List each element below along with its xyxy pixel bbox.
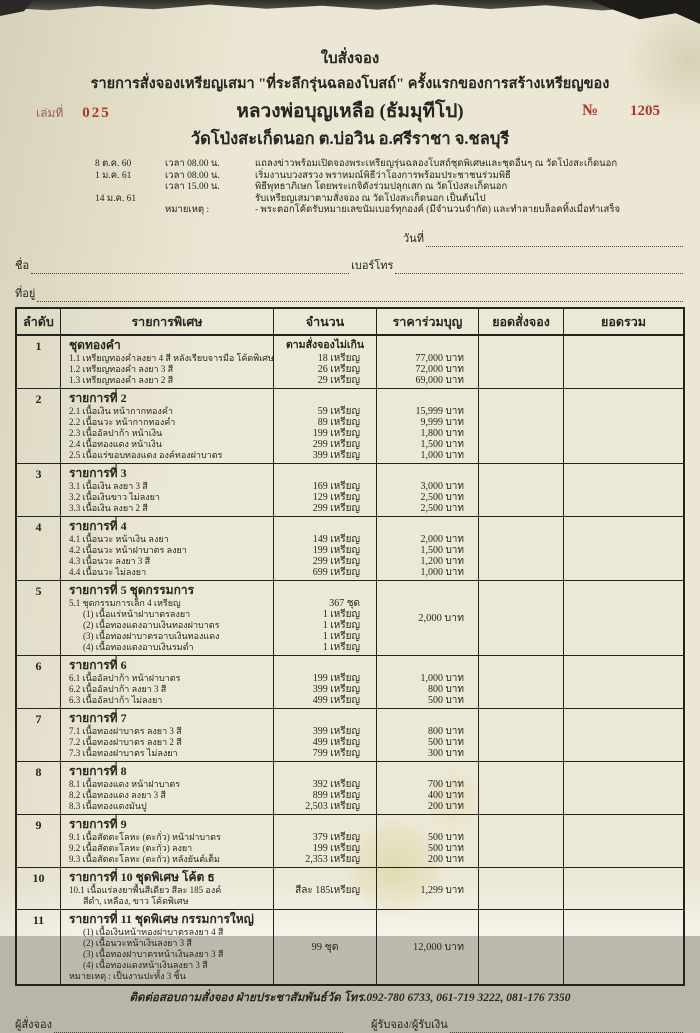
date-label: วันที่ xyxy=(403,232,424,245)
quantity-cell xyxy=(274,709,377,761)
schedule-description: แถลงข่าวพร้อมเปิดจองพระเหรียญรุ่นฉลองโบสถ์ชุดพิเศษและชุดอื่นๆ ณ วัดโป่งสะเก็ดนอก xyxy=(255,159,618,169)
table-row xyxy=(17,709,683,762)
quantity-value: 59 เหรียญ xyxy=(317,405,360,417)
quantity-value: 199 เหรียญ xyxy=(312,842,360,854)
schedule-time: เวลา 08.00 น. xyxy=(165,159,220,169)
price-value: 500 บาท xyxy=(427,736,464,748)
schedule-date: 14 ม.ค. 61 xyxy=(95,193,137,204)
quantity-value: 2,353 เหรียญ xyxy=(305,853,360,865)
quantity-value: 2,503 เหรียญ xyxy=(305,800,360,812)
quantity-cell xyxy=(274,336,377,388)
item-label: 2.2 เนื้อนวะ หน้ากากทองคำ xyxy=(69,416,176,427)
signature-row xyxy=(15,1015,685,1033)
schedule-date xyxy=(95,182,151,194)
item-label: 8.1 เนื้อทองแดง หน้าฝาบาตร xyxy=(69,778,181,789)
row-number: 2 xyxy=(17,389,61,463)
quantity-cell xyxy=(274,910,377,984)
item-label: 7.1 เนื้อทองฝาบาตร ลงยา 3 สี xyxy=(69,725,182,736)
table-row xyxy=(17,910,683,984)
item-label: (3) เนื้อทองฝาบาตรอาบเงินทองแดง xyxy=(83,630,220,641)
column-header-0: ลำดับ xyxy=(17,309,61,334)
item-label: 9.1 เนื้อสัตตะโลหะ (ตะกั่ว) หน้าฝาบาตร xyxy=(69,831,221,842)
quantity-value: 199 เหรียญ xyxy=(312,544,360,556)
order-amount-cell[interactable] xyxy=(479,709,564,761)
item-label: (3) เนื้อทองฝาบาตรหน้าเงินลงยา 3 สี xyxy=(83,948,224,959)
price-value: 800 บาท xyxy=(427,725,464,737)
quantity-value: 299 เหรียญ xyxy=(312,502,360,514)
receiver-label: ผู้รับจอง/ผู้รับเงิน xyxy=(371,1018,448,1031)
row-items-cell xyxy=(61,762,274,814)
price-cell xyxy=(377,910,479,984)
item-label: 4.3 เนื้อนวะ ลงยา 3 สี xyxy=(69,555,151,566)
order-table xyxy=(15,307,685,986)
schedule-date: 8 ต.ค. 60 xyxy=(95,159,132,169)
quantity-cell xyxy=(274,656,377,708)
price-value: 1,299 บาท xyxy=(420,884,464,896)
spacer xyxy=(274,519,376,534)
item-label: 8.3 เนื้อทองแดงมันปู xyxy=(69,800,147,811)
item-label: 3.3 เนื้อเงิน ลงยา 2 สี xyxy=(69,502,148,513)
item-label: (2) เนื้อทองแดงอาบเงินทองฝาบาตร xyxy=(83,619,220,630)
quantity-value: 199 เหรียญ xyxy=(312,672,360,684)
row-items-cell xyxy=(61,910,274,984)
schedule-row xyxy=(95,205,685,217)
price-value: 1,500 บาท xyxy=(420,438,464,450)
table-row xyxy=(17,581,683,656)
quantity-value: 1 เหรียญ xyxy=(322,630,360,642)
item-label: 4.4 เนื้อนวะ ไม่ลงยา xyxy=(69,566,147,577)
spacer xyxy=(274,658,376,673)
order-amount-cell[interactable] xyxy=(479,517,564,580)
total-amount-cell[interactable] xyxy=(564,815,683,867)
spacer xyxy=(274,583,376,598)
item-label: 4.2 เนื้อนวะ หน้าฝาบาตร ลงยา xyxy=(69,544,187,555)
quantity-value: 129 เหรียญ xyxy=(312,491,360,503)
row-title: รายการที่ 11 ชุดพิเศษ กรรมการใหญ่ xyxy=(69,911,254,926)
row-title: รายการที่ 4 xyxy=(69,518,127,533)
name-line xyxy=(15,256,685,274)
row-items-cell xyxy=(61,336,274,388)
quantity-cell xyxy=(274,464,377,516)
quantity-value: 199 เหรียญ xyxy=(312,427,360,439)
price-cell xyxy=(377,517,479,580)
spacer xyxy=(377,658,478,673)
row-number: 11 xyxy=(17,910,61,984)
spacer xyxy=(377,391,478,406)
price-value: 800 บาท xyxy=(427,683,464,695)
table-row xyxy=(17,762,683,815)
quantity-value: 1 เหรียญ xyxy=(322,641,360,653)
price-value: 500 บาท xyxy=(427,694,464,706)
price-value: 12,000 บาท xyxy=(413,942,464,953)
schedule-description: เริ่มงานบวงสรวง พราหมณ์พิธีว่าโองการพร้อมประชาชนร่วมพิธี xyxy=(255,170,511,181)
row-items-cell xyxy=(61,517,274,580)
temple-name: วัดโป่งสะเก็ดนอก ต.บ่อวิน อ.ศรีราชา จ.ชลบุรี xyxy=(190,129,510,148)
table-row xyxy=(17,464,683,517)
quantity-value: 399 เหรียญ xyxy=(312,683,360,695)
spacer xyxy=(274,391,376,406)
page-title: ใบสั่งจอง xyxy=(320,51,380,67)
schedule-row xyxy=(95,159,685,171)
spacer xyxy=(274,896,376,907)
price-cell xyxy=(377,464,479,516)
order-amount-cell[interactable] xyxy=(479,868,564,909)
total-amount-cell[interactable] xyxy=(564,464,683,516)
price-cell xyxy=(377,336,479,388)
price-value: 200 บาท xyxy=(427,853,464,865)
row-items-cell xyxy=(61,815,274,867)
price-value: 500 บาท xyxy=(427,842,464,854)
row-title: รายการที่ 7 xyxy=(69,710,127,725)
quantity-cell xyxy=(274,517,377,580)
quantity-value: 499 เหรียญ xyxy=(312,694,360,706)
schedule-description: รับเหรียญเสมาตามสั่งจอง ณ วัดโป่งสะเก็ดนอก เป็นต้นไป xyxy=(255,193,486,204)
address-input-line[interactable] xyxy=(37,290,683,302)
item-label: 6.2 เนื้ออัลปาก้า ลงยา 3 สี xyxy=(69,683,167,694)
item-label: (1) เนื้อแร่หน้าฝาบาตรลงยา xyxy=(83,608,191,619)
row-items-cell xyxy=(61,656,274,708)
date-input-line[interactable] xyxy=(426,235,683,247)
item-label: (4) เนื้อทองแดงอาบเงินรมดำ xyxy=(83,641,194,652)
quantity-value: 299 เหรียญ xyxy=(312,438,360,450)
row-number: 10 xyxy=(17,868,61,909)
order-amount-cell[interactable] xyxy=(479,581,564,655)
price-cell xyxy=(377,581,479,655)
orderer-label: ผู้สั่งจอง xyxy=(15,1018,52,1031)
schedule-description: พิธีพุทธาภิเษก โดยพระเกจิดังร่วมปลุกเสก ณ วัดโป่งสะเก็ดนอก xyxy=(255,182,508,192)
spacer xyxy=(377,338,478,353)
item-label: 2.5 เนื้อแร่ขอบทองแดง องค์ทองฝาบาตร xyxy=(69,449,223,460)
quantity-cell xyxy=(274,389,377,463)
item-label: 8.2 เนื้อทองแดง ลงยา 3 สี xyxy=(69,789,166,800)
volume-label: เล่มที่ xyxy=(36,106,64,120)
item-label: 9.2 เนื้อสัตตะโลหะ (ตะกั่ว) ลงยา xyxy=(69,842,193,853)
item-label: 3.1 เนื้อเงิน ลงยา 3 สี xyxy=(69,480,148,491)
row-note: หมายเหตุ : เป็นงานปะทั้ง 3 ชิ้น xyxy=(69,970,186,981)
table-row xyxy=(17,656,683,709)
spacer xyxy=(274,817,376,832)
quantity-value: 169 เหรียญ xyxy=(312,480,360,492)
price-cell xyxy=(377,709,479,761)
volume-number xyxy=(36,104,111,123)
item-label: 3.2 เนื้อเงินขาว ไม่ลงยา xyxy=(69,491,160,502)
item-label: 2.4 เนื้อทองแดง หน้าเงิน xyxy=(69,438,162,449)
price-value: 1,800 บาท xyxy=(420,427,464,439)
price-value: 3,000 บาท xyxy=(420,480,464,492)
item-label: 9.3 เนื้อสัตตะโลหะ (ตะกั่ว) หลังยันต์เต็ม xyxy=(69,853,220,864)
order-amount-cell[interactable] xyxy=(479,389,564,463)
item-label: 4.1 เนื้อนวะ หน้าเงิน ลงยา xyxy=(69,533,169,544)
table-header-row xyxy=(17,309,683,336)
quantity-cell xyxy=(274,815,377,867)
schedule-row xyxy=(95,194,685,206)
spacer xyxy=(377,817,478,832)
row-title: รายการที่ 3 xyxy=(69,465,127,480)
quantity-value: 99 ชุด xyxy=(311,942,339,953)
price-value: 1,200 บาท xyxy=(420,555,464,567)
item-label: (2) เนื้อนวะหน้าเงินลงยา 3 สี xyxy=(83,937,192,948)
item-label: 1.2 เหรียญทองคำ ลงยา 3 สี xyxy=(69,363,174,374)
schedule-time: เวลา 08.00 น. xyxy=(165,170,220,181)
order-amount-cell[interactable] xyxy=(479,336,564,388)
receiver-signature-line[interactable] xyxy=(450,1021,683,1033)
quantity-value: 18 เหรียญ xyxy=(317,352,360,364)
phone-label: เบอร์โทร xyxy=(351,259,394,272)
item-label: (4) เนื้อทองแดงหน้าเงินลงยา 3 สี xyxy=(83,959,208,970)
item-label: 10.1 เนื้อแร่ลงยาพื้นสีเดียว สีละ 185 องค์ xyxy=(69,884,222,895)
table-row xyxy=(17,815,683,868)
order-amount-cell[interactable] xyxy=(479,656,564,708)
quantity-value: 399 เหรียญ xyxy=(312,449,360,461)
row-items-cell xyxy=(61,464,274,516)
row-items-cell xyxy=(61,709,274,761)
name-label: ชื่อ xyxy=(15,259,30,272)
schedule-time: หมายเหตุ : xyxy=(165,205,210,215)
price-value: 2,500 บาท xyxy=(420,502,464,514)
phone-input-line[interactable] xyxy=(395,262,683,274)
price-value: 69,000 บาท xyxy=(415,374,464,386)
event-schedule xyxy=(95,159,685,217)
table-row xyxy=(17,868,683,910)
total-amount-cell[interactable] xyxy=(564,709,683,761)
row-number: 1 xyxy=(17,336,61,388)
item-label: 6.3 เนื้ออัลปาก้า ไม่ลงยา xyxy=(69,694,163,705)
address-line xyxy=(15,284,685,302)
price-cell xyxy=(377,868,479,909)
column-header-5: ยอดรวม xyxy=(601,314,646,329)
row-items-cell xyxy=(61,581,274,655)
form-subtitle: รายการสั่งจองเหรียญเสมา "ที่ระลึกรุ่นฉลองโบสถ์" ครั้งแรกของการสร้างเหรียญของ xyxy=(90,76,610,92)
quantity-value: 499 เหรียญ xyxy=(312,736,360,748)
price-value: 1,000 บาท xyxy=(420,449,464,461)
price-cell xyxy=(377,815,479,867)
monk-name: หลวงพ่อบุญเหลือ (ธัมมุทีโป) xyxy=(236,101,464,122)
item-label: 2.1 เนื้อเงิน หน้ากากทองคำ xyxy=(69,405,173,416)
row-title: รายการที่ 5 ชุดกรรมการ xyxy=(69,582,195,597)
quantity-value: 399 เหรียญ xyxy=(312,725,360,737)
row-number: 5 xyxy=(17,581,61,655)
quantity-value: 392 เหรียญ xyxy=(312,778,360,790)
row-number: 9 xyxy=(17,815,61,867)
table-row xyxy=(17,517,683,581)
spacer xyxy=(274,870,376,885)
item-label: (1) เนื้อเงินหน้าทองฝาบาตรลงยา 4 สี xyxy=(83,926,224,937)
price-cell xyxy=(377,656,479,708)
order-amount-cell[interactable] xyxy=(479,815,564,867)
total-amount-cell[interactable] xyxy=(564,581,683,655)
price-value: 1,500 บาท xyxy=(420,544,464,556)
total-amount-cell[interactable] xyxy=(564,389,683,463)
order-amount-cell[interactable] xyxy=(479,762,564,814)
price-value: 500 บาท xyxy=(427,831,464,843)
schedule-row xyxy=(95,171,685,183)
price-value: 72,000 บาท xyxy=(415,363,464,375)
price-value: 77,000 บาท xyxy=(415,352,464,364)
quantity-value: 89 เหรียญ xyxy=(317,416,360,428)
column-header-4: ยอดสั่งจอง xyxy=(479,309,564,334)
column-header-2: จำนวน xyxy=(274,309,377,334)
spacer xyxy=(377,870,478,885)
no-symbol: № xyxy=(582,102,599,119)
document-number xyxy=(582,102,660,120)
orderer-signature-line[interactable] xyxy=(54,1021,343,1033)
quantity-cell xyxy=(274,581,377,655)
row-number: 7 xyxy=(17,709,61,761)
spacer xyxy=(377,519,478,534)
quantity-value: 899 เหรียญ xyxy=(312,789,360,801)
price-value: 200 บาท xyxy=(427,800,464,812)
item-label: 1.3 เหรียญทองคำ ลงยา 2 สี xyxy=(69,374,174,385)
spacer xyxy=(274,711,376,726)
row-items-cell xyxy=(61,389,274,463)
orderer-signature xyxy=(15,1015,345,1033)
quantity-value: 699 เหรียญ xyxy=(312,566,360,578)
schedule-time: เวลา 15.00 น. xyxy=(165,182,220,192)
item-label: 7.3 เนื้อทองฝาบาตร ไม่ลงยา xyxy=(69,747,178,758)
table-row xyxy=(17,336,683,389)
order-amount-cell[interactable] xyxy=(479,464,564,516)
name-input-line[interactable] xyxy=(31,262,349,274)
total-amount-cell[interactable] xyxy=(564,656,683,708)
quantity-value: สีละ 185เหรียญ xyxy=(295,884,360,896)
address-label: ที่อยู่ xyxy=(15,287,36,300)
spacer xyxy=(274,466,376,481)
price-cell xyxy=(377,389,479,463)
schedule-time xyxy=(165,194,241,206)
quantity-value: 1 เหรียญ xyxy=(322,608,360,620)
price-cell xyxy=(377,762,479,814)
quantity-value: 379 เหรียญ xyxy=(312,831,360,843)
row-number: 6 xyxy=(17,656,61,708)
total-amount-cell[interactable] xyxy=(564,868,683,909)
price-value: 700 บาท xyxy=(427,778,464,790)
row-number: 8 xyxy=(17,762,61,814)
column-header-1: รายการพิเศษ xyxy=(61,309,274,334)
table-row xyxy=(17,389,683,464)
price-value: 2,500 บาท xyxy=(420,491,464,503)
row-items-cell xyxy=(61,868,274,909)
no-value: 1205 xyxy=(630,103,660,119)
price-value: 15,999 บาท xyxy=(415,405,464,417)
spacer xyxy=(377,896,478,907)
item-label: สีดำ, เหลือง, ขาว โค้ดพิเศษ xyxy=(83,895,189,906)
total-amount-cell[interactable] xyxy=(564,762,683,814)
price-value: 1,000 บาท xyxy=(420,566,464,578)
quantity-value: 799 เหรียญ xyxy=(312,747,360,759)
quantity-value: 367 ชุด xyxy=(329,597,360,609)
row-title: รายการที่ 8 xyxy=(69,763,127,778)
quantity-value: 29 เหรียญ xyxy=(317,374,360,386)
schedule-row xyxy=(95,182,685,194)
row-title: รายการที่ 2 xyxy=(69,390,127,405)
quantity-header: ตามสั่งจองไม่เกิน xyxy=(285,339,365,351)
total-amount-cell[interactable] xyxy=(564,336,683,388)
price-value: 300 บาท xyxy=(427,747,464,759)
schedule-date: 1 ม.ค. 61 xyxy=(95,170,132,181)
item-label: 6.1 เนื้ออัลปาก้า หน้าฝาบาตร xyxy=(69,672,181,683)
price-value: 400 บาท xyxy=(427,789,464,801)
schedule-description: - พระตอกโค้ดรับหมายเลขนัมเบอร์ทุกองค์ (มีจำนวนจำกัด) และทำลายบล็อคทิ้งเมื่อทำเสร็จ xyxy=(255,205,621,215)
row-number: 3 xyxy=(17,464,61,516)
contact-info: ติดต่อสอบถามสั่งจอง ฝ่ายประชาสัมพันธ์วัด โทร.092-780 6733, 061-719 3222, 081-176 7350 xyxy=(129,991,571,1004)
spacer xyxy=(377,764,478,779)
price-value: 2,000 บาท xyxy=(418,613,464,624)
row-title: รายการที่ 6 xyxy=(69,657,127,672)
item-label: 2.3 เนื้ออัลปาก้า หน้าเงิน xyxy=(69,427,163,438)
schedule-date xyxy=(95,205,151,217)
quantity-cell xyxy=(274,868,377,909)
order-amount-cell[interactable] xyxy=(479,910,564,984)
date-line xyxy=(403,229,685,247)
column-header-3: ราคาร่วมบุญ xyxy=(377,309,479,334)
row-title: รายการที่ 9 xyxy=(69,816,127,831)
quantity-value: 26 เหรียญ xyxy=(317,363,360,375)
spacer xyxy=(274,764,376,779)
item-label: 7.2 เนื้อทองฝาบาตร ลงยา 2 สี xyxy=(69,736,182,747)
spacer xyxy=(377,466,478,481)
row-number: 4 xyxy=(17,517,61,580)
total-amount-cell[interactable] xyxy=(564,517,683,580)
receiver-signature xyxy=(371,1015,685,1033)
spacer xyxy=(377,711,478,726)
price-value: 1,000 บาท xyxy=(420,672,464,684)
price-value: 2,000 บาท xyxy=(420,533,464,545)
quantity-value: 299 เหรียญ xyxy=(312,555,360,567)
price-value: 9,999 บาท xyxy=(420,416,464,428)
volume-value: 025 xyxy=(82,105,111,121)
item-label: 5.1 ชุดกรรมการเล็ก 4 เหรียญ xyxy=(69,597,181,608)
item-label: 1.1 เหรียญทองคำลงยา 4 สี หลังเรียบจารมือ โค้ดพิเศษ xyxy=(69,352,274,363)
total-amount-cell[interactable] xyxy=(564,910,683,984)
quantity-cell xyxy=(274,762,377,814)
quantity-value: 149 เหรียญ xyxy=(312,533,360,545)
quantity-value: 1 เหรียญ xyxy=(322,619,360,631)
row-title: ชุดทองคำ xyxy=(69,337,121,352)
row-title: รายการที่ 10 ชุดพิเศษ โค้ต ธ xyxy=(69,869,215,884)
